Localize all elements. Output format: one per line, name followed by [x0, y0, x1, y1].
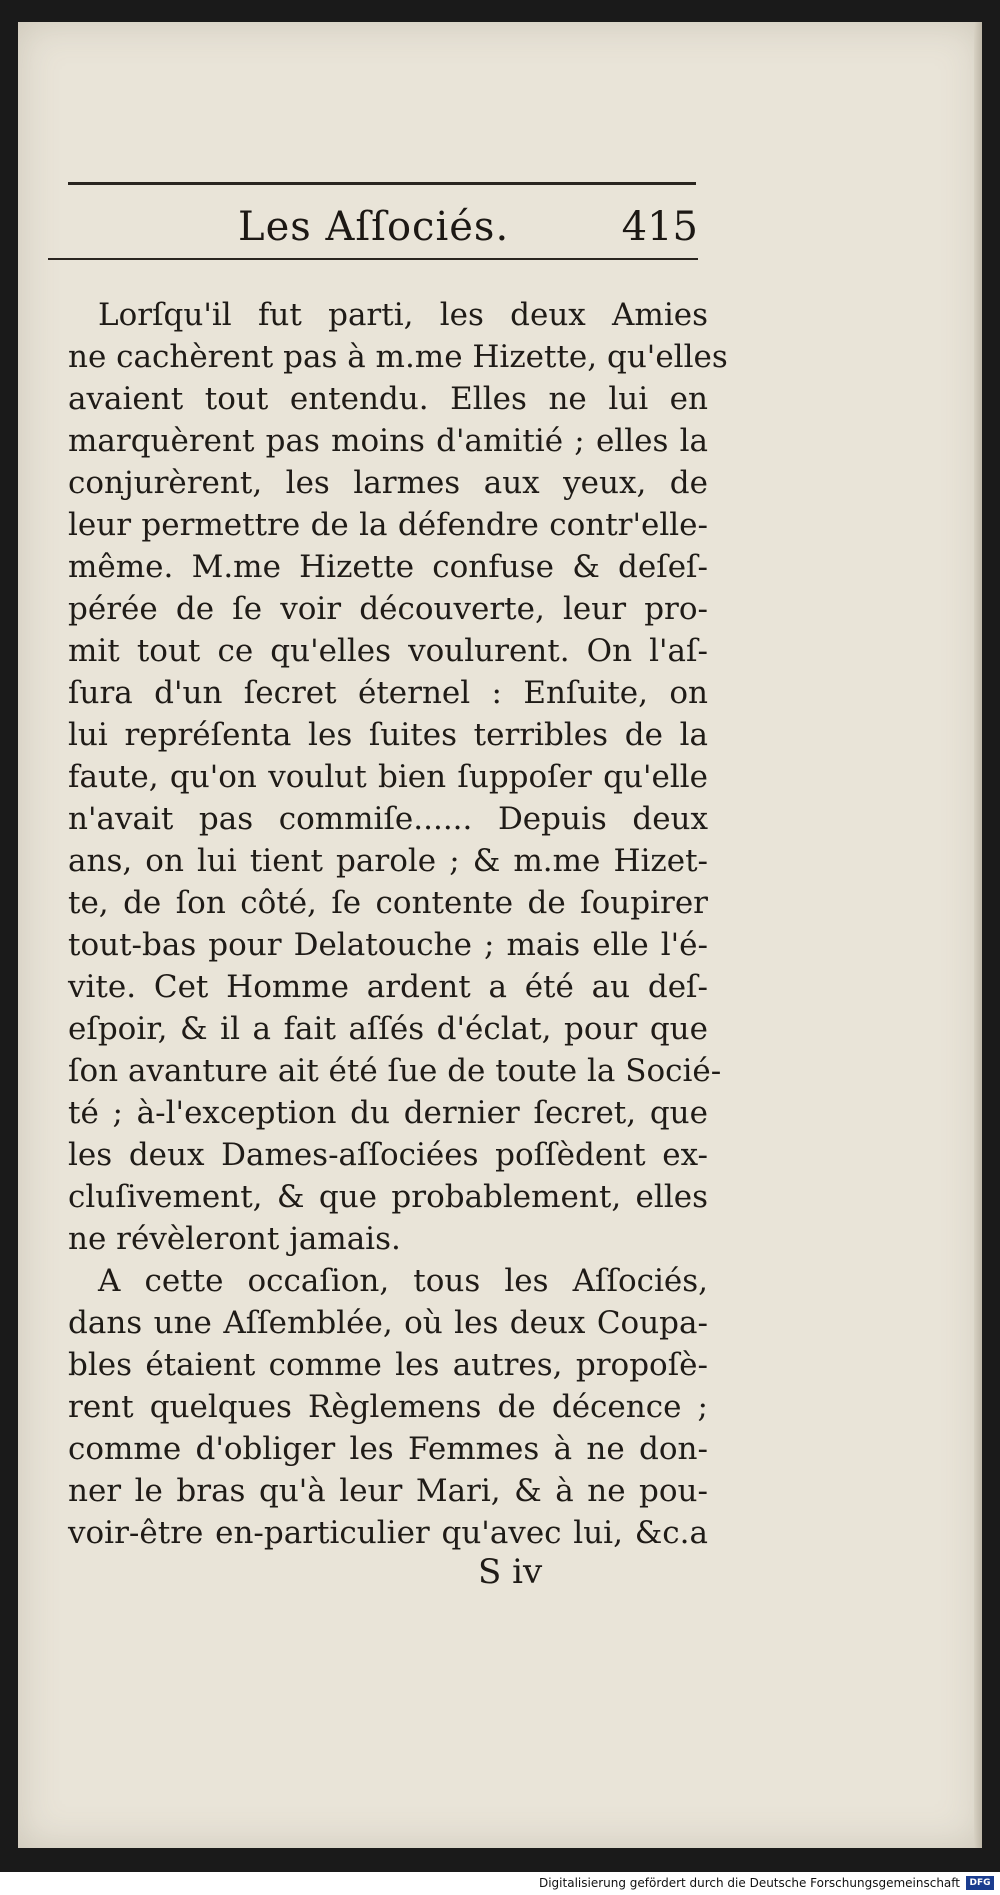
- text-line: A cette occaſion, tous les Aſſociés,: [98, 1263, 708, 1299]
- text-line: eſpoir, & il a fait aſſés d'éclat, pour que: [68, 1011, 708, 1047]
- book-page: [18, 22, 982, 1848]
- text-line: mit tout ce qu'elles voulurent. On l'aſ-: [68, 633, 708, 669]
- header-rule-top: [68, 182, 696, 185]
- text-line: te, de ſon côté, ſe contente de ſoupirer: [68, 885, 708, 921]
- text-line: rent quelques Règlemens de décence ;: [68, 1389, 708, 1425]
- page-edge: [974, 22, 982, 1848]
- text-line: vite. Cet Homme ardent a été au deſ-: [68, 969, 708, 1005]
- running-title: Les Aſſociés.: [238, 204, 510, 250]
- text-line: dans une Aſſemblée, où les deux Coupa-: [68, 1305, 708, 1341]
- text-line: conjurèrent, les larmes aux yeux, de: [68, 465, 708, 501]
- text-line: Lorſqu'il fut parti, les deux Amies: [98, 297, 708, 333]
- text-line: ne cachèrent pas à m.me Hizette, qu'elles: [68, 339, 728, 375]
- running-header: [238, 204, 698, 254]
- header-rule-bottom: [48, 258, 698, 260]
- text-line: tout-bas pour Delatouche ; mais elle l'é-: [68, 927, 708, 963]
- text-line: ſon avanture ait été ſue de toute la Socié-: [68, 1053, 722, 1089]
- text-line: les deux Dames-aſſociées poſſèdent ex-: [68, 1137, 708, 1173]
- signature-mark: S iv: [478, 1552, 543, 1592]
- text-line: leur permettre de la défendre contr'elle-: [68, 507, 708, 543]
- text-line: ſura d'un ſecret éternel : Enſuite, on: [68, 675, 708, 711]
- text-line: cluſivement, & que probablement, elles: [68, 1179, 708, 1215]
- text-line: voir-être en-particulier qu'avec lui, &c.a: [68, 1515, 708, 1551]
- text-line: n'avait pas commiſe...... Depuis deux: [68, 801, 708, 837]
- text-line: faute, qu'on voulut bien ſuppoſer qu'elle: [68, 759, 708, 795]
- dfg-logo: DFG: [966, 1876, 994, 1890]
- text-line: comme d'obliger les Femmes à ne don-: [68, 1431, 708, 1467]
- page-number: 415: [621, 204, 698, 250]
- body-text: [68, 294, 728, 1554]
- text-line: marquèrent pas moins d'amitié ; elles la: [68, 423, 708, 459]
- funding-credit: Digitalisierung gefördert durch die Deutsche Forschungsgemeinschaft: [538, 1876, 960, 1890]
- text-line: pérée de ſe voir découverte, leur pro-: [68, 591, 708, 627]
- text-line: bles étaient comme les autres, propoſè-: [68, 1347, 708, 1383]
- footer-bar: [0, 1872, 1000, 1895]
- text-line: ne révèleront jamais.: [68, 1221, 401, 1257]
- text-line: même. M.me Hizette confuse & deſeſ-: [68, 549, 708, 585]
- text-line: lui repréſenta les ſuites terribles de la: [68, 717, 708, 753]
- text-line: té ; à-l'exception du dernier ſecret, que: [68, 1095, 708, 1131]
- text-line: ner le bras qu'à leur Mari, & à ne pou-: [68, 1473, 708, 1509]
- text-line: ans, on lui tient parole ; & m.me Hizet-: [68, 843, 708, 879]
- text-line: avaient tout entendu. Elles ne lui en: [68, 381, 708, 417]
